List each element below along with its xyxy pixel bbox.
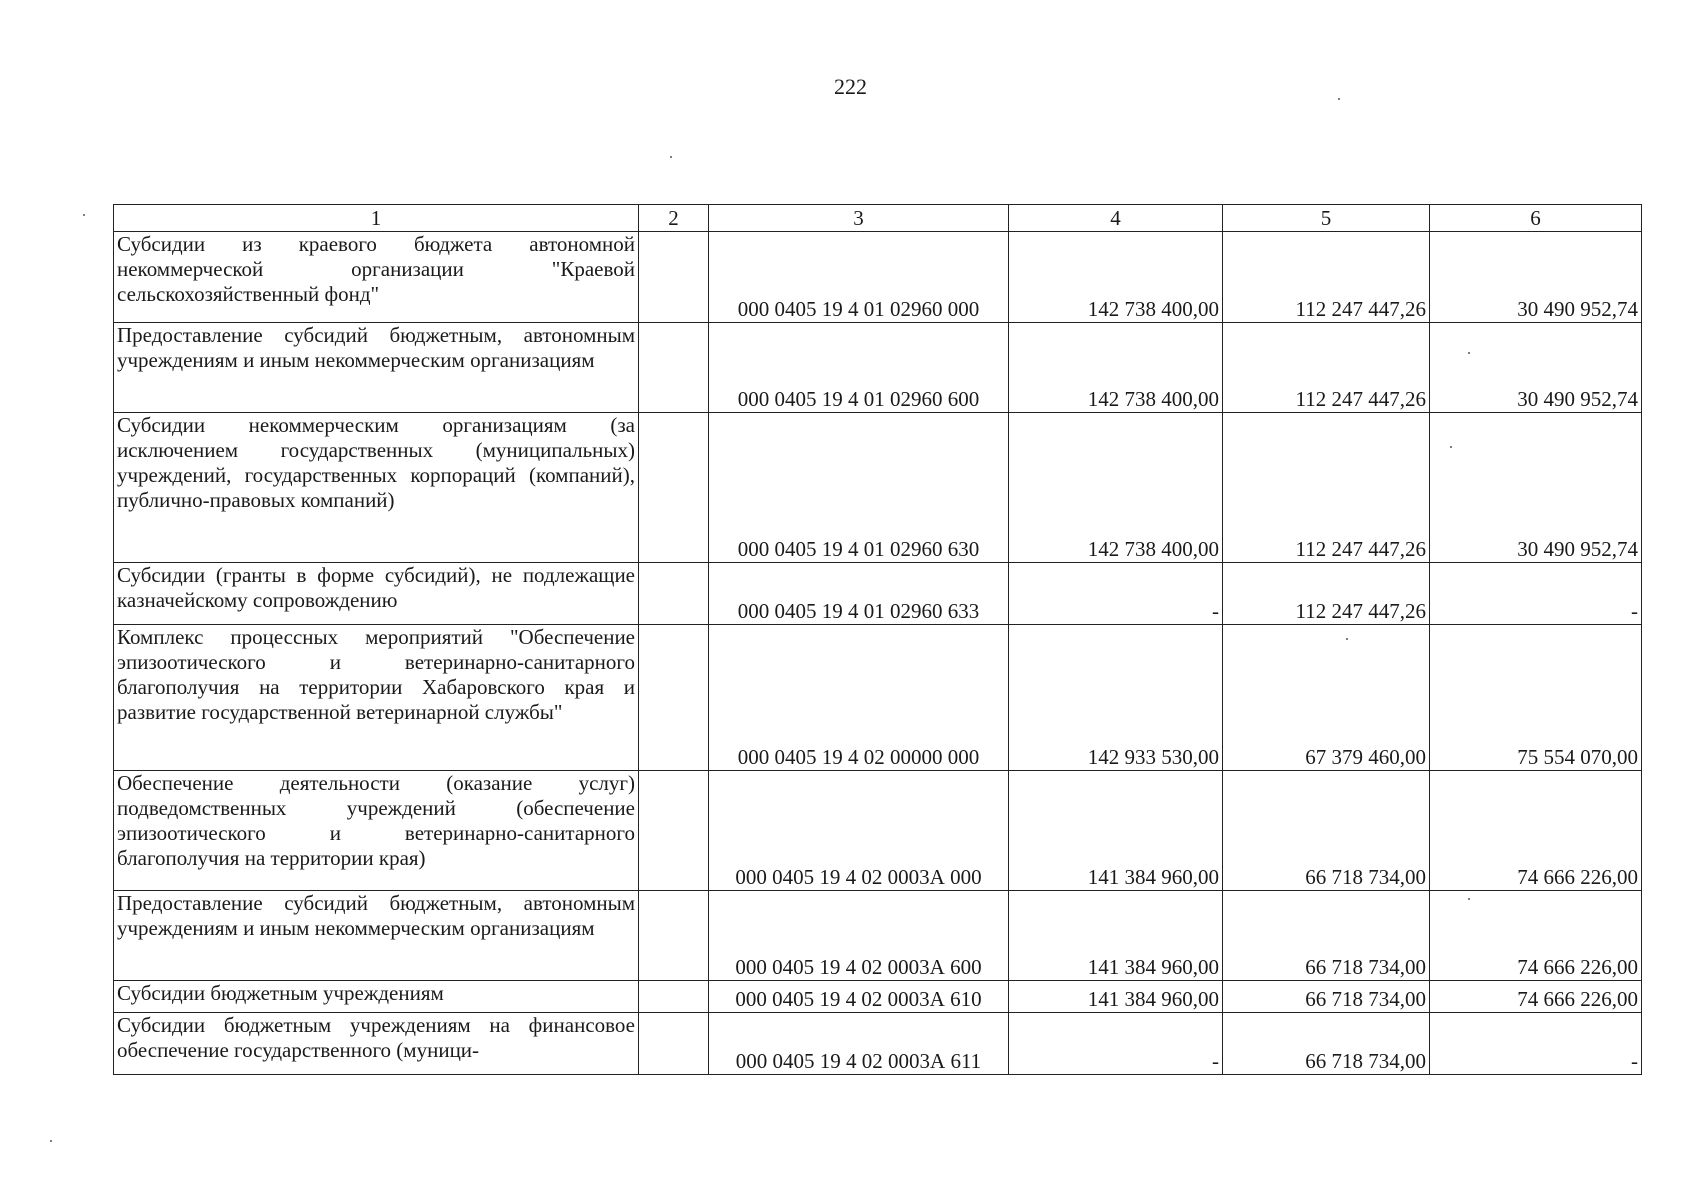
row-col5: 66 718 734,00 [1223,891,1430,981]
row-code: 000 0405 19 4 01 02960 000 [709,232,1009,323]
row-code: 000 0405 19 4 01 02960 600 [709,323,1009,413]
row-col4: - [1009,563,1223,625]
column-header: 3 [709,205,1009,232]
row-code: 000 0405 19 4 02 0003А 600 [709,891,1009,981]
row-col6: 30 490 952,74 [1430,323,1642,413]
scan-speck [50,1140,52,1142]
table-row [114,771,1642,891]
row-code: 000 0405 19 4 02 0003А 611 [709,1013,1009,1075]
row-col4: 142 738 400,00 [1009,323,1223,413]
table-header-row [114,205,1642,232]
column-header: 2 [639,205,709,232]
row-col2 [639,981,709,1013]
row-col2 [639,771,709,891]
row-col6: - [1430,563,1642,625]
row-code: 000 0405 19 4 02 0003А 610 [709,981,1009,1013]
table-row [114,1013,1642,1075]
row-description: Комплекс процессных мероприятий "Обеспечение эпизоотического и ветеринарно-санитарного благополучия на территории Хабаровского края и развитие государственной ветеринарной службы" [114,625,639,771]
row-col6: 30 490 952,74 [1430,413,1642,563]
row-col4: 141 384 960,00 [1009,891,1223,981]
row-col6: 74 666 226,00 [1430,981,1642,1013]
row-code: 000 0405 19 4 01 02960 633 [709,563,1009,625]
row-code: 000 0405 19 4 01 02960 630 [709,413,1009,563]
row-col4: 141 384 960,00 [1009,981,1223,1013]
scan-speck [1338,98,1340,100]
table-row [114,891,1642,981]
row-col5: 67 379 460,00 [1223,625,1430,771]
row-col4: 142 738 400,00 [1009,413,1223,563]
row-col5: 112 247 447,26 [1223,323,1430,413]
row-col2 [639,413,709,563]
row-col4: - [1009,1013,1223,1075]
row-col6: 30 490 952,74 [1430,232,1642,323]
row-col5: 66 718 734,00 [1223,1013,1430,1075]
row-col2 [639,891,709,981]
row-col5: 66 718 734,00 [1223,771,1430,891]
table-row [114,981,1642,1013]
row-col5: 112 247 447,26 [1223,413,1430,563]
row-description: Субсидии из краевого бюджета автономной некоммерческой организации "Краевой сельскохозяйственный фонд" [114,232,639,323]
table-row [114,413,1642,563]
row-description: Субсидии некоммерческим организациям (за исключением государственных (муниципальных) учреждений, государственных корпораций (компаний), публично-правовых компаний) [114,413,639,563]
row-col6: - [1430,1013,1642,1075]
scan-speck [83,214,85,216]
column-header: 1 [114,205,639,232]
row-description: Обеспечение деятельности (оказание услуг) подведомственных учреждений (обеспечение эпизоотического и ветеринарно-санитарного благополучия на территории края) [114,771,639,891]
scan-speck [670,156,672,158]
row-col2 [639,1013,709,1075]
row-code: 000 0405 19 4 02 0003А 000 [709,771,1009,891]
row-description: Субсидии бюджетным учреждениям [114,981,639,1013]
row-description: Предоставление субсидий бюджетным, автономным учреждениям и иным некоммерческим организациям [114,891,639,981]
row-col2 [639,323,709,413]
row-col6: 74 666 226,00 [1430,771,1642,891]
row-col5: 112 247 447,26 [1223,232,1430,323]
row-code: 000 0405 19 4 02 00000 000 [709,625,1009,771]
row-description: Субсидии бюджетным учреждениям на финансовое обеспечение государственного (муници- [114,1013,639,1075]
row-col4: 142 933 530,00 [1009,625,1223,771]
budget-table [113,204,1642,1075]
row-description: Субсидии (гранты в форме субсидий), не подлежащие казначейскому сопровождению [114,563,639,625]
row-col4: 141 384 960,00 [1009,771,1223,891]
column-header: 5 [1223,205,1430,232]
row-col2 [639,232,709,323]
column-header: 4 [1009,205,1223,232]
row-col5: 66 718 734,00 [1223,981,1430,1013]
table-row [114,323,1642,413]
row-col4: 142 738 400,00 [1009,232,1223,323]
table-row [114,232,1642,323]
row-col6: 75 554 070,00 [1430,625,1642,771]
table-row [114,563,1642,625]
row-col2 [639,563,709,625]
row-col5: 112 247 447,26 [1223,563,1430,625]
row-col6: 74 666 226,00 [1430,891,1642,981]
table-row [114,625,1642,771]
column-header: 6 [1430,205,1642,232]
page-number: 222 [834,74,867,99]
row-col2 [639,625,709,771]
row-description: Предоставление субсидий бюджетным, автономным учреждениям и иным некоммерческим организациям [114,323,639,413]
